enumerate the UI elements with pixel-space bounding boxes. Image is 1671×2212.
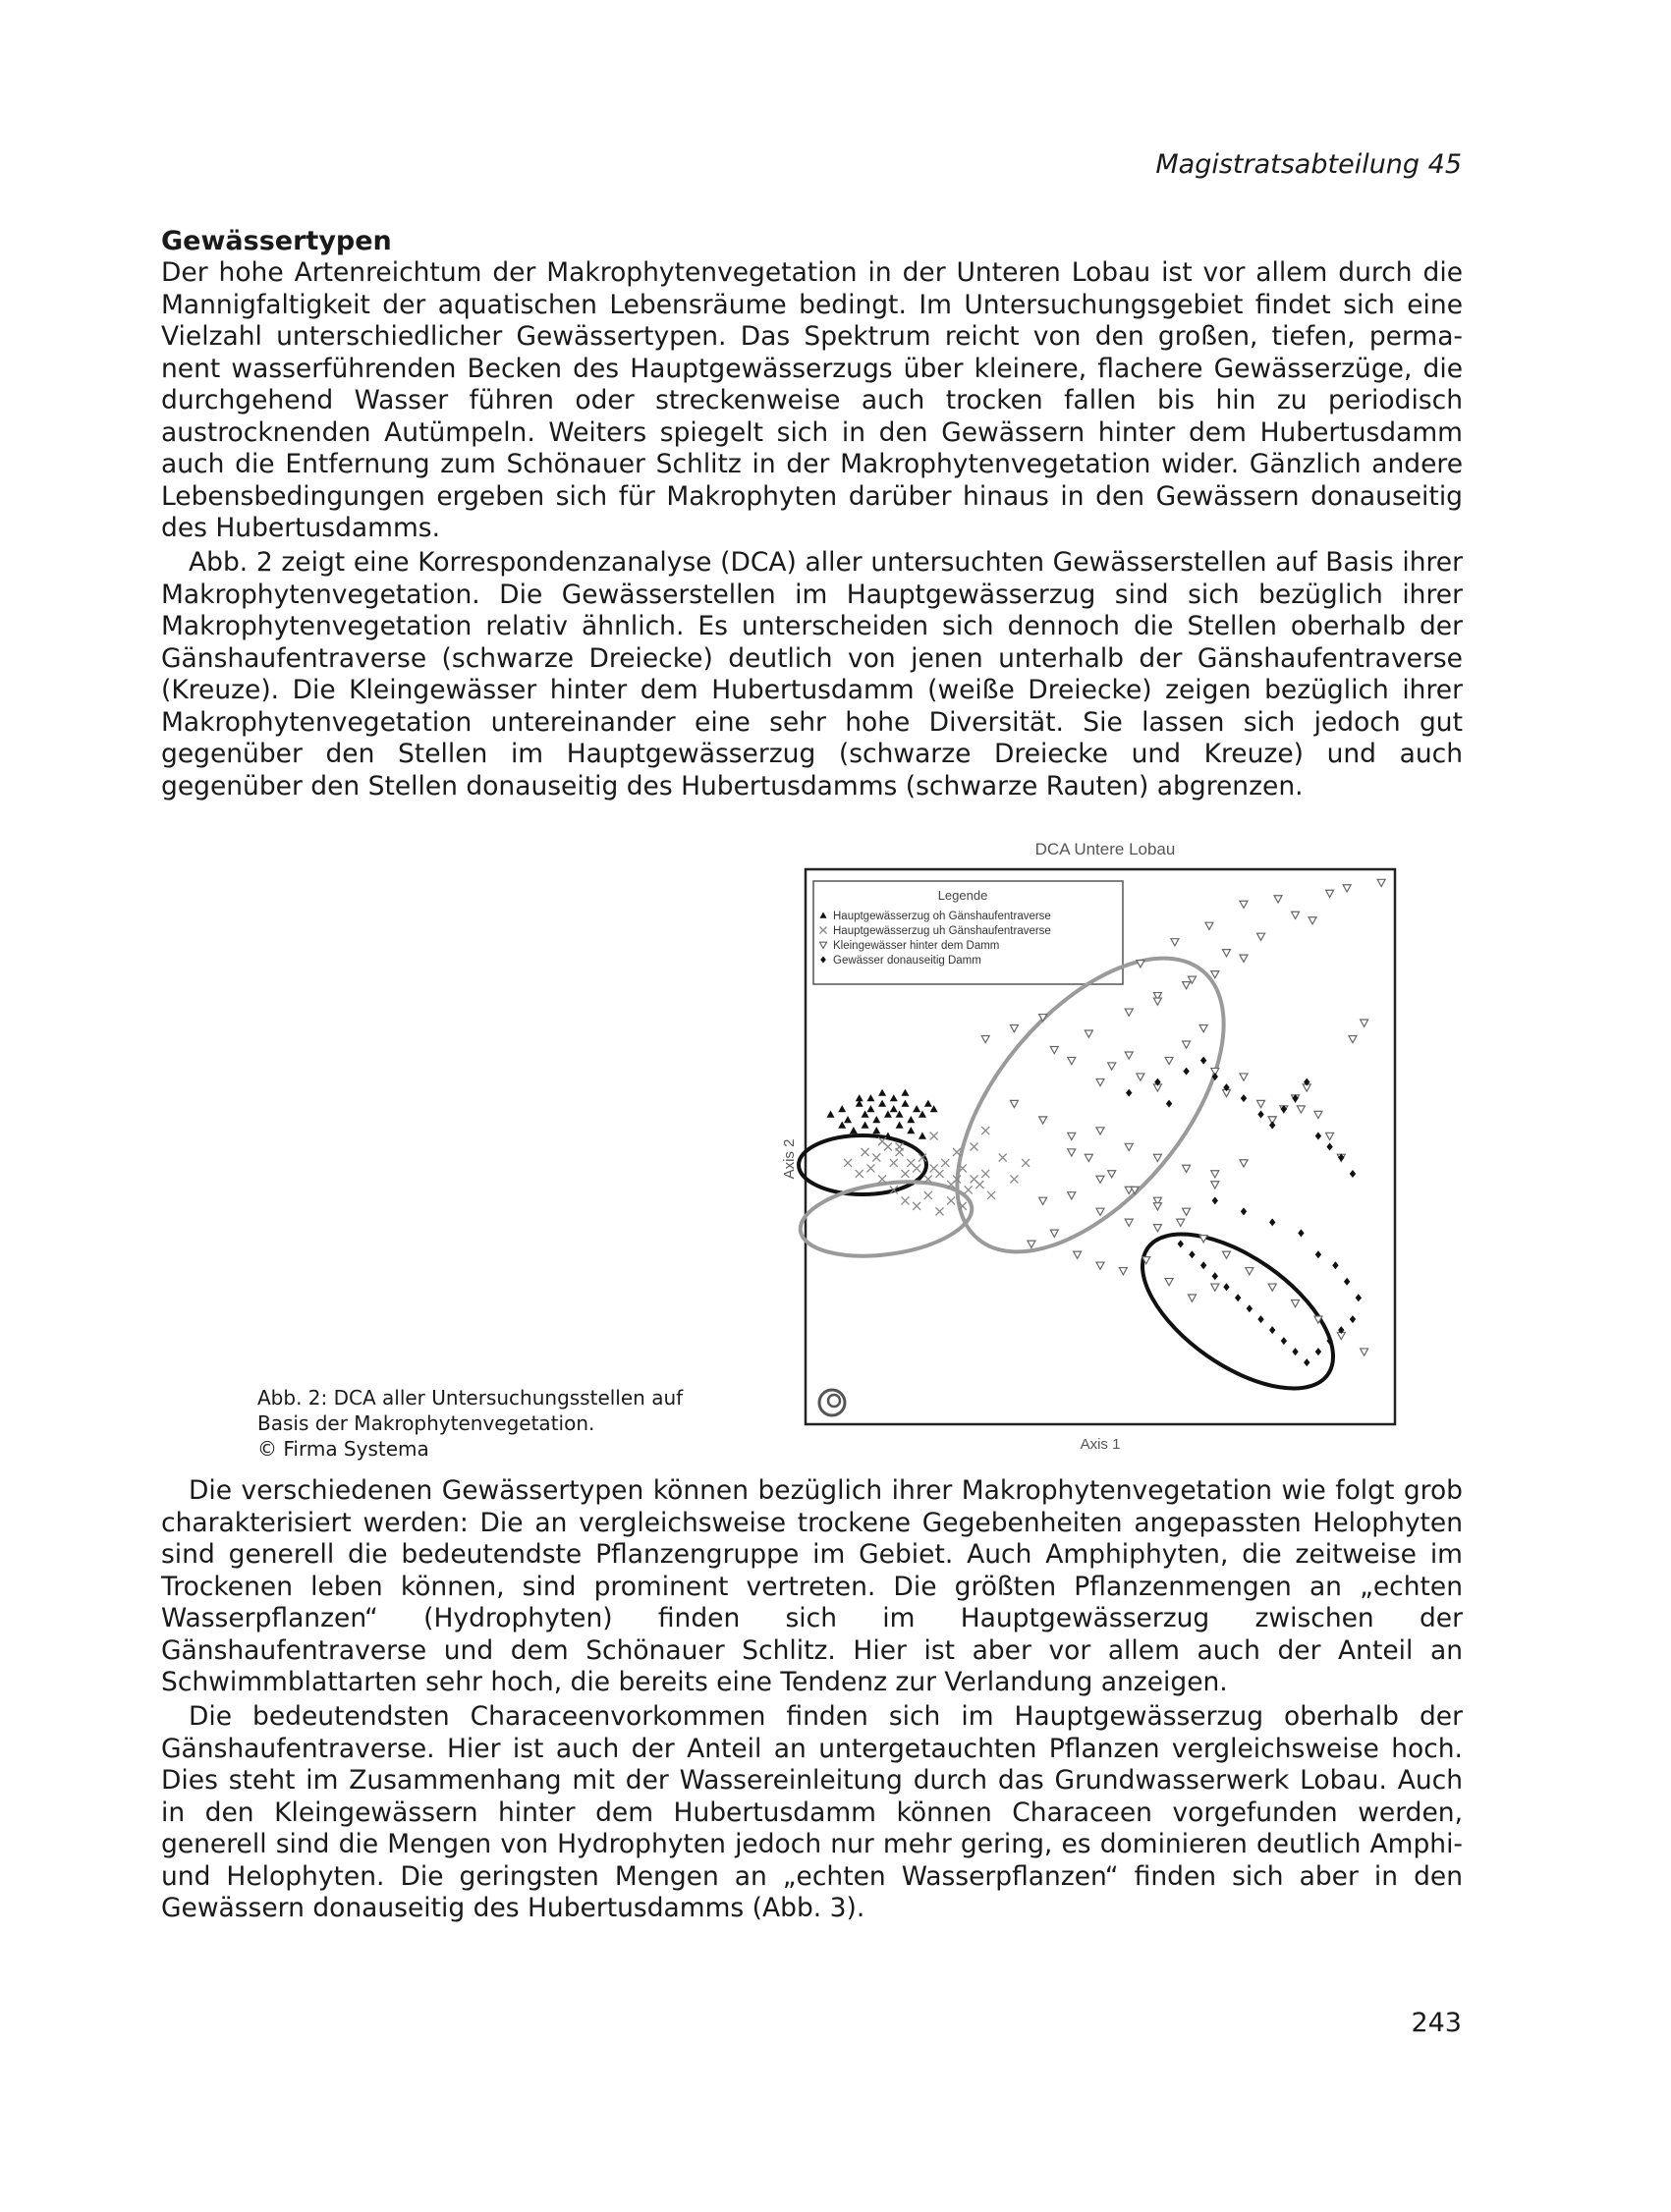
data-point-series-3 <box>1153 1203 1161 1210</box>
data-point-series-2 <box>1022 1159 1030 1167</box>
data-point-series-2 <box>901 1170 909 1178</box>
data-point-series-4 <box>1166 1100 1172 1108</box>
data-point-series-2 <box>844 1159 852 1167</box>
data-point-series-3 <box>1257 1100 1265 1107</box>
caption-line-1: Abb. 2: DCA aller Untersuchungsstellen auf <box>257 1386 684 1410</box>
data-point-series-3 <box>1010 1025 1018 1032</box>
logo-outer-swirl <box>819 1390 845 1415</box>
data-point-series-3 <box>1153 1154 1161 1161</box>
data-point-series-1 <box>901 1100 909 1107</box>
data-point-series-3 <box>1096 1128 1104 1134</box>
data-point-series-4 <box>1189 1250 1195 1258</box>
ellipses <box>796 912 1359 1419</box>
data-point-series-3 <box>1183 1041 1191 1048</box>
section-heading: Gewässertypen <box>161 226 392 256</box>
paragraph-3: Die verschiedenen Gewässertypen können bezüglich ihrer Makrophytenvegetation wie folgt grob charakterisiert werden: Die an vergleichsweise trockene Gegebenheiten angepassten Helophyten sind generell die bedeutendste Pflanzengruppe im Gebiet. Auch Amphiphyten, die zeitweise im Trockenen leben können, sind prominent vertreten. Die größten Pflanzenmengen an „echten Wasserpflanzen“ (Hydrophyten) finden sich im Hauptgewässerzug zwischen der Gänshaufentraverse und dem Schönauer Schlitz. Hier ist aber vor allem auch der Anteil an Schwimmblattarten sehr hoch, die bereits eine Tendenz zur Verlandung anzeigen. <box>161 1475 1463 1697</box>
data-point-series-4 <box>1257 1111 1263 1119</box>
data-point-series-1 <box>896 1122 904 1129</box>
data-point-series-1 <box>844 1116 852 1123</box>
paragraph-2: Abb. 2 zeigt eine Korrespondenzanalyse (DCA) aller untersuchten Gewässerstellen auf Basis ihrer Makrophytenvegetation. Die Gewässerstellen im Hauptgewässerzug sind sich bezüglich ihrer Makrophytenvegetation relativ ähnlich. Es unterscheiden sich dennoch die Stellen oberhalb der Gänshaufentraverse (schwarze Dreiecke) deutlich von jenen unterhalb der Gänshaufentraverse (Kreuze). Die Kleingewässer hinter dem Hubertusdamm (weiße Dreiecke) zeigen bezüglich ihrer Makrophytenvegetation untereinander eine sehr hohe Diversität. Sie lassen sich jedoch gut gegenüber den Stellen im Hauptgewässerzug (schwarze Dreiecke und Kreuze) und auch gegenüber den Stellen donauseitig des Hubertusdamms (schwarze Rauten) abgrenzen. <box>161 547 1463 802</box>
data-point-series-1 <box>862 1122 869 1129</box>
data-point-series-3 <box>1349 1036 1357 1043</box>
data-point-series-3 <box>1314 1111 1322 1118</box>
data-point-series-4 <box>1326 1143 1332 1151</box>
data-point-series-3 <box>1211 1171 1219 1178</box>
data-point-series-3 <box>1068 1192 1076 1199</box>
data-point-series-1 <box>827 1111 835 1118</box>
data-point-series-3 <box>1165 1057 1173 1064</box>
data-point-series-3 <box>1188 1295 1196 1301</box>
data-point-series-1 <box>919 1133 926 1139</box>
data-point-series-3 <box>1068 1133 1076 1139</box>
data-point-series-2 <box>947 1196 955 1204</box>
data-point-series-4 <box>1212 1272 1218 1280</box>
data-point-series-3 <box>1085 1154 1092 1161</box>
data-point-series-3 <box>1108 1063 1116 1070</box>
data-point-series-3 <box>1292 1300 1300 1307</box>
data-point-series-3 <box>1183 1208 1191 1215</box>
data-point-series-1 <box>872 1116 880 1123</box>
data-point-series-4 <box>1200 1057 1206 1065</box>
data-point-series-3 <box>1068 1057 1076 1064</box>
data-point-series-3 <box>1211 1182 1219 1189</box>
data-point-series-3 <box>1183 1165 1191 1172</box>
data-point-series-3 <box>1028 1241 1035 1247</box>
page-number: 243 <box>1411 2008 1462 2038</box>
data-point-series-3 <box>1171 939 1179 946</box>
data-point-series-3 <box>1074 1251 1082 1258</box>
running-header: Magistratsabteilung 45 <box>1155 149 1462 180</box>
data-point-series-4 <box>1350 1170 1356 1178</box>
data-point-series-2 <box>941 1159 949 1167</box>
caption-line-2: Basis der Makrophytenvegetation. <box>257 1411 595 1435</box>
data-point-series-4 <box>1315 1133 1321 1140</box>
data-point-series-3 <box>1377 879 1385 886</box>
data-point-series-3 <box>1240 901 1248 908</box>
data-point-series-4 <box>1257 1315 1263 1323</box>
data-point-series-3 <box>1205 922 1213 929</box>
data-point-series-2 <box>907 1159 915 1167</box>
ellipse-donauseitig <box>1117 1204 1360 1419</box>
data-point-series-1 <box>878 1100 886 1107</box>
data-point-series-3 <box>1361 1020 1368 1026</box>
data-point-series-3 <box>1108 1171 1116 1178</box>
data-point-series-2 <box>965 1186 973 1193</box>
data-point-series-2 <box>981 1170 989 1178</box>
y-axis-label: Axis 2 <box>781 1138 798 1180</box>
data-point-series-1 <box>850 1127 858 1134</box>
data-point-series-3 <box>1153 998 1161 1005</box>
data-point-series-3 <box>1050 1230 1058 1237</box>
data-point-series-4 <box>1178 1240 1184 1247</box>
data-point-series-4 <box>1292 1348 1298 1355</box>
systema-logo <box>819 1390 845 1415</box>
data-point-series-4 <box>1200 1261 1206 1269</box>
data-point-series-3 <box>1211 971 1219 978</box>
data-point-series-4 <box>1350 1315 1356 1323</box>
logo-inner-swirl <box>828 1395 840 1407</box>
data-point-series-1 <box>866 1094 874 1101</box>
data-point-series-3 <box>1010 1100 1018 1107</box>
data-point-series-1 <box>856 1094 863 1101</box>
legend-label-2: Hauptgewässerzug uh Gänshaufentraverse <box>833 925 1051 937</box>
data-point-series-3 <box>1361 1349 1368 1355</box>
data-point-series-3 <box>1343 885 1351 892</box>
data-point-series-3 <box>1222 1251 1230 1258</box>
data-point-series-3 <box>1177 1219 1185 1226</box>
data-point-series-1 <box>890 1094 898 1101</box>
data-point-series-4 <box>1332 1261 1338 1269</box>
data-point-series-3 <box>1125 1219 1133 1226</box>
data-point-series-3 <box>1068 1149 1076 1156</box>
data-point-series-3 <box>1153 1225 1161 1232</box>
data-point-series-4 <box>1298 1229 1304 1237</box>
data-point-series-4 <box>1241 1094 1247 1102</box>
data-point-series-2 <box>924 1191 932 1199</box>
legend-label-1: Hauptgewässerzug oh Gänshaufentraverse <box>833 911 1051 922</box>
data-point-series-1 <box>878 1089 886 1096</box>
data-point-series-2 <box>872 1153 880 1161</box>
legend <box>813 881 1123 984</box>
data-point-series-3 <box>981 1036 989 1043</box>
legend-label-3: Kleingewässer hinter dem Damm <box>833 940 1000 952</box>
data-point-series-4 <box>1304 1358 1309 1366</box>
data-point-series-1 <box>907 1116 915 1123</box>
data-point-series-3 <box>1125 1143 1133 1150</box>
data-point-series-1 <box>872 1127 880 1134</box>
data-point-series-3 <box>1096 1176 1104 1183</box>
data-point-series-4 <box>1315 1348 1321 1355</box>
x-axis-label: Axis 1 <box>1080 1436 1121 1453</box>
data-point-series-1 <box>924 1100 932 1107</box>
data-point-series-3 <box>1137 1074 1144 1080</box>
data-point-series-3 <box>1246 1268 1253 1275</box>
data-point-series-3 <box>1096 1078 1104 1085</box>
data-point-series-2 <box>971 1143 978 1151</box>
data-point-series-3 <box>1240 955 1248 962</box>
data-point-series-3 <box>1257 933 1265 940</box>
data-point-series-3 <box>1240 1074 1248 1080</box>
data-point-series-3 <box>1050 1046 1058 1053</box>
data-point-series-2 <box>866 1164 874 1172</box>
data-point-series-4 <box>1183 1068 1189 1076</box>
data-point-series-4 <box>1241 1207 1247 1215</box>
data-point-series-3 <box>1297 1106 1305 1113</box>
data-point-series-3 <box>1240 1160 1248 1167</box>
data-point-series-3 <box>1309 917 1316 924</box>
data-point-series-3 <box>1268 1284 1276 1291</box>
data-point-series-2 <box>896 1143 904 1151</box>
data-point-series-4 <box>1269 1326 1275 1334</box>
data-point-series-2 <box>901 1196 909 1204</box>
data-point-series-4 <box>1315 1250 1321 1258</box>
paragraph-4: Die bedeutendsten Characeenvorkommen finden sich im Hauptgewässerzug oberhalb der Gänshaufentraverse. Hier ist auch der Anteil an untergetauchten Pflanzen vergleichsweise hoch. Dies steht im Zusammenhang mit der Wassereinleitung durch das Grundwasserwerk Lobau. Auch in den Kleingewässern hinter dem Hubertusdamm können Characeen vorgefunden werden, generell sind die Mengen von Hydrophyten jedoch nur mehr gering, es dominieren deutlich Amphi- und Helophyten. Die geringsten Mengen an „echten Wasserpflanzen“ finden sich aber in den Gewässern donauseitig des Hubertusdamms (Abb. 3). <box>161 1701 1463 1923</box>
data-point-series-4 <box>1212 1196 1218 1204</box>
dca-figure <box>766 835 1415 1454</box>
data-point-series-3 <box>1039 1197 1047 1204</box>
data-point-series-3 <box>1125 1009 1133 1016</box>
data-point-series-3 <box>1165 1279 1173 1286</box>
data-point-series-1 <box>838 1105 846 1112</box>
caption-line-3: © Firma Systema <box>257 1437 429 1461</box>
legend-title: Legende <box>937 888 988 903</box>
data-point-series-4 <box>1223 1283 1229 1291</box>
data-point-series-3 <box>1326 890 1334 897</box>
data-point-series-1 <box>913 1105 920 1112</box>
data-point-series-1 <box>901 1089 909 1096</box>
data-point-series-2 <box>856 1170 863 1178</box>
data-point-series-1 <box>890 1105 898 1112</box>
data-point-series-3 <box>1096 1208 1104 1215</box>
legend-label-4: Gewässer donauseitig Damm <box>833 955 981 967</box>
data-point-series-2 <box>930 1133 938 1140</box>
data-point-series-4 <box>1247 1304 1253 1312</box>
data-point-series-3 <box>1292 912 1300 918</box>
data-point-series-2 <box>981 1127 989 1134</box>
data-point-series-4 <box>1356 1294 1362 1301</box>
data-point-series-3 <box>1211 1284 1219 1291</box>
data-point-series-1 <box>866 1105 874 1112</box>
data-point-series-2 <box>975 1181 983 1189</box>
data-point-series-4 <box>1269 1122 1275 1130</box>
data-point-series-2 <box>890 1159 898 1167</box>
data-point-series-1 <box>907 1127 915 1134</box>
data-point-series-2 <box>1010 1175 1018 1183</box>
data-point-series-3 <box>1096 1262 1104 1269</box>
chart-title: DCA Untere Lobau <box>1034 840 1176 858</box>
data-point-series-2 <box>987 1191 995 1199</box>
data-point-series-3 <box>1199 1025 1207 1032</box>
paragraph-1: Der hohe Artenreichtum der Makrophytenvegetation in der Unteren Lobau ist vor allem durch die Mannigfaltigkeit der aquatischen Lebensräume bedingt. Im Untersuchungsgebiet findet sich eine Vielzahl unterschiedlicher Gewässertypen. Das Spektrum reicht von den großen, tiefen, perma-nent wasserführenden Becken des Hauptgewässerzugs über kleinere, flachere Gewässerzüge, die durchgehend Wasser führen oder streckenweise auch trocken fallen bis hin zu periodisch austrocknenden Autümpeln. Weiters spiegelt sich in den Gewässern hinter dem Hubertusdamm auch die Entfernung zum Schönauer Schlitz in der Makrophytenvegetation wider. Gänzlich andere Lebensbedingungen ergeben sich für Makrophyten darüber hinaus in den Gewässern donauseitig des Hubertusdamms. <box>161 257 1463 543</box>
data-point-series-3 <box>1326 1133 1334 1139</box>
data-point-series-3 <box>1119 1268 1127 1275</box>
data-point-series-3 <box>1039 1117 1047 1124</box>
data-point-series-4 <box>1235 1294 1241 1301</box>
data-point-series-2 <box>935 1207 943 1215</box>
data-point-series-3 <box>1183 982 1191 989</box>
data-point-series-4 <box>1126 1089 1132 1097</box>
data-point-series-4 <box>1344 1278 1350 1286</box>
data-point-series-3 <box>1085 1030 1092 1037</box>
data-point-series-2 <box>913 1202 920 1210</box>
data-point-series-2 <box>930 1164 938 1172</box>
data-point-series-3 <box>1125 1052 1133 1059</box>
data-point-series-3 <box>1222 950 1230 957</box>
data-point-series-3 <box>1274 896 1282 903</box>
data-point-series-4 <box>1281 1337 1287 1345</box>
figure-caption <box>257 1385 749 1462</box>
data-point-series-4 <box>1269 1218 1275 1226</box>
data-point-series-2 <box>999 1153 1007 1161</box>
data-point-series-2 <box>862 1148 869 1156</box>
